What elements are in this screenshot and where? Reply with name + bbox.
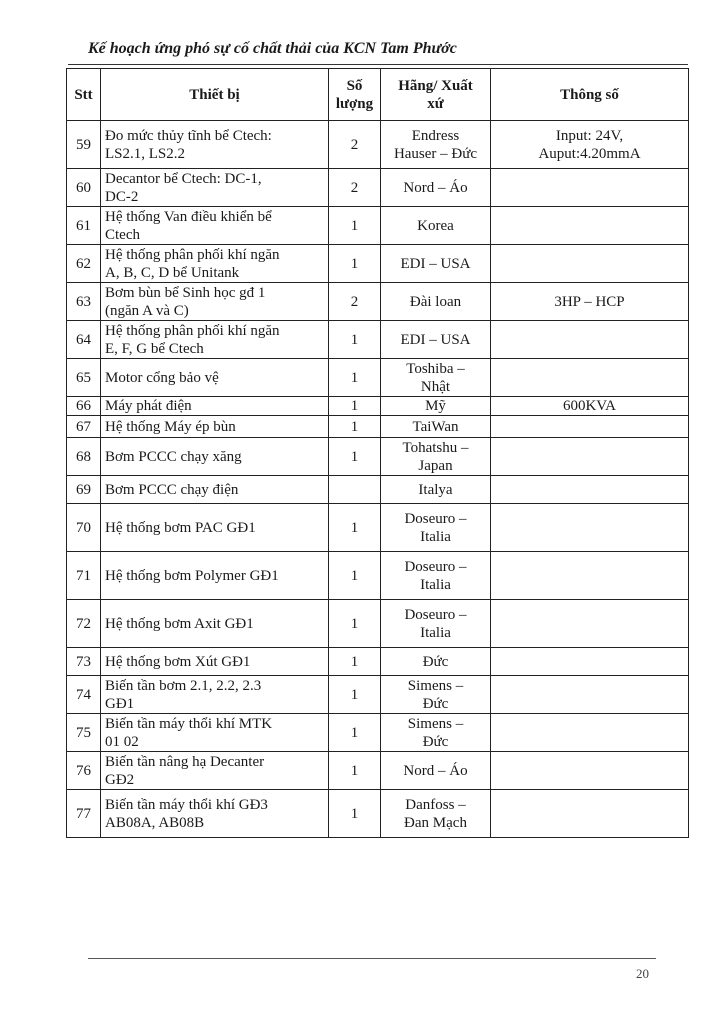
table-row (67, 359, 689, 397)
cell-device: Biến tần máy thổi khí MTK 01 02 (101, 714, 329, 752)
cell-spec: 600KVA (491, 397, 689, 416)
cell-origin: Nord – Áo (381, 752, 491, 790)
cell-quantity: 1 (329, 676, 381, 714)
cell-device: Decantor bể Ctech: DC-1, DC-2 (101, 169, 329, 207)
column-header-stt: Stt (67, 69, 101, 121)
cell-stt: 76 (67, 752, 101, 790)
cell-spec (491, 169, 689, 207)
cell-origin: Doseuro – Italia (381, 552, 491, 600)
cell-stt: 75 (67, 714, 101, 752)
cell-quantity: 1 (329, 752, 381, 790)
cell-quantity: 1 (329, 245, 381, 283)
table-header-row (67, 69, 689, 121)
cell-origin: Italya (381, 476, 491, 504)
cell-spec (491, 504, 689, 552)
cell-quantity: 2 (329, 169, 381, 207)
document-header-title: Kế hoạch ứng phó sự cố chất thải của KCN Tam Phước (88, 40, 457, 57)
page-number: 20 (636, 966, 649, 981)
cell-spec: 3HP – HCP (491, 283, 689, 321)
cell-stt: 77 (67, 790, 101, 838)
cell-device: Bơm PCCC chạy điện (101, 476, 329, 504)
cell-stt: 61 (67, 207, 101, 245)
cell-origin: Đài loan (381, 283, 491, 321)
cell-device: Biến tần nâng hạ Decanter GĐ2 (101, 752, 329, 790)
cell-quantity: 1 (329, 504, 381, 552)
cell-origin: EDI – USA (381, 321, 491, 359)
cell-quantity: 1 (329, 321, 381, 359)
cell-device: Biến tần bơm 2.1, 2.2, 2.3 GĐ1 (101, 676, 329, 714)
cell-stt: 65 (67, 359, 101, 397)
cell-stt: 62 (67, 245, 101, 283)
table-row (67, 752, 689, 790)
table-row (67, 121, 689, 169)
cell-stt: 68 (67, 438, 101, 476)
table-row (67, 714, 689, 752)
cell-stt: 59 (67, 121, 101, 169)
table-row (67, 552, 689, 600)
cell-quantity: 1 (329, 648, 381, 676)
cell-quantity: 1 (329, 790, 381, 838)
cell-stt: 64 (67, 321, 101, 359)
table-row (67, 600, 689, 648)
cell-device: Biến tần máy thổi khí GĐ3 AB08A, AB08B (101, 790, 329, 838)
cell-stt: 72 (67, 600, 101, 648)
cell-spec (491, 207, 689, 245)
table-body (67, 121, 689, 838)
cell-device: Hệ thống bơm PAC GĐ1 (101, 504, 329, 552)
cell-quantity: 1 (329, 416, 381, 438)
cell-quantity: 1 (329, 714, 381, 752)
cell-quantity: 1 (329, 438, 381, 476)
cell-origin: Danfoss – Đan Mạch (381, 790, 491, 838)
column-header-device: Thiết bị (101, 69, 329, 121)
cell-spec (491, 600, 689, 648)
cell-quantity: 1 (329, 552, 381, 600)
table-row (67, 397, 689, 416)
cell-device: Máy phát điện (101, 397, 329, 416)
cell-stt: 66 (67, 397, 101, 416)
cell-origin: Mỹ (381, 397, 491, 416)
table-row (67, 504, 689, 552)
cell-device: Motor cổng bảo vệ (101, 359, 329, 397)
cell-stt: 70 (67, 504, 101, 552)
cell-quantity: 1 (329, 397, 381, 416)
cell-stt: 74 (67, 676, 101, 714)
cell-origin: Endress Hauser – Đức (381, 121, 491, 169)
column-header-quantity: Số lượng (329, 69, 381, 121)
cell-device: Hệ thống phân phối khí ngăn E, F, G bể Ctech (101, 321, 329, 359)
cell-stt: 71 (67, 552, 101, 600)
cell-spec (491, 552, 689, 600)
table-row (67, 676, 689, 714)
cell-origin: Tohatshu – Japan (381, 438, 491, 476)
cell-origin: Doseuro – Italia (381, 600, 491, 648)
column-header-origin: Hãng/ Xuất xứ (381, 69, 491, 121)
cell-origin: Toshiba – Nhật (381, 359, 491, 397)
cell-device: Hệ thống Máy ép bùn (101, 416, 329, 438)
cell-spec (491, 648, 689, 676)
table-row (67, 648, 689, 676)
cell-device: Hệ thống bơm Axit GĐ1 (101, 600, 329, 648)
table-row (67, 321, 689, 359)
cell-stt: 69 (67, 476, 101, 504)
table-row (67, 416, 689, 438)
cell-device: Bơm PCCC chạy xăng (101, 438, 329, 476)
cell-stt: 63 (67, 283, 101, 321)
cell-device: Bơm bùn bể Sinh học gđ 1 (ngăn A và C) (101, 283, 329, 321)
cell-spec: Input: 24V, Auput:4.20mmA (491, 121, 689, 169)
cell-quantity: 1 (329, 359, 381, 397)
cell-origin: Simens – Đức (381, 676, 491, 714)
cell-device: Hệ thống bơm Polymer GĐ1 (101, 552, 329, 600)
cell-device: Đo mức thủy tĩnh bể Ctech: LS2.1, LS2.2 (101, 121, 329, 169)
cell-stt: 67 (67, 416, 101, 438)
cell-quantity: 2 (329, 121, 381, 169)
column-header-spec: Thông số (491, 69, 689, 121)
cell-origin: EDI – USA (381, 245, 491, 283)
cell-origin: Nord – Áo (381, 169, 491, 207)
cell-stt: 73 (67, 648, 101, 676)
table-row (67, 207, 689, 245)
cell-origin: TaiWan (381, 416, 491, 438)
footer-divider (88, 958, 656, 959)
cell-spec (491, 245, 689, 283)
table-row (67, 169, 689, 207)
cell-spec (491, 438, 689, 476)
cell-spec (491, 476, 689, 504)
table-row (67, 283, 689, 321)
cell-origin: Doseuro – Italia (381, 504, 491, 552)
cell-origin: Korea (381, 207, 491, 245)
cell-quantity: 2 (329, 283, 381, 321)
cell-spec (491, 714, 689, 752)
table-row (67, 790, 689, 838)
cell-quantity (329, 476, 381, 504)
cell-spec (491, 321, 689, 359)
equipment-table (66, 68, 689, 838)
cell-quantity: 1 (329, 600, 381, 648)
cell-device: Hệ thống bơm Xút GĐ1 (101, 648, 329, 676)
table-row (67, 476, 689, 504)
cell-origin: Đức (381, 648, 491, 676)
cell-spec (491, 790, 689, 838)
cell-spec (491, 359, 689, 397)
cell-spec (491, 676, 689, 714)
cell-origin: Simens – Đức (381, 714, 491, 752)
cell-spec (491, 416, 689, 438)
header-divider (68, 64, 688, 65)
table-row (67, 438, 689, 476)
cell-device: Hệ thống Van điều khiển bể Ctech (101, 207, 329, 245)
cell-quantity: 1 (329, 207, 381, 245)
cell-device: Hệ thống phân phối khí ngăn A, B, C, D bể Unitank (101, 245, 329, 283)
cell-stt: 60 (67, 169, 101, 207)
cell-spec (491, 752, 689, 790)
table-row (67, 245, 689, 283)
